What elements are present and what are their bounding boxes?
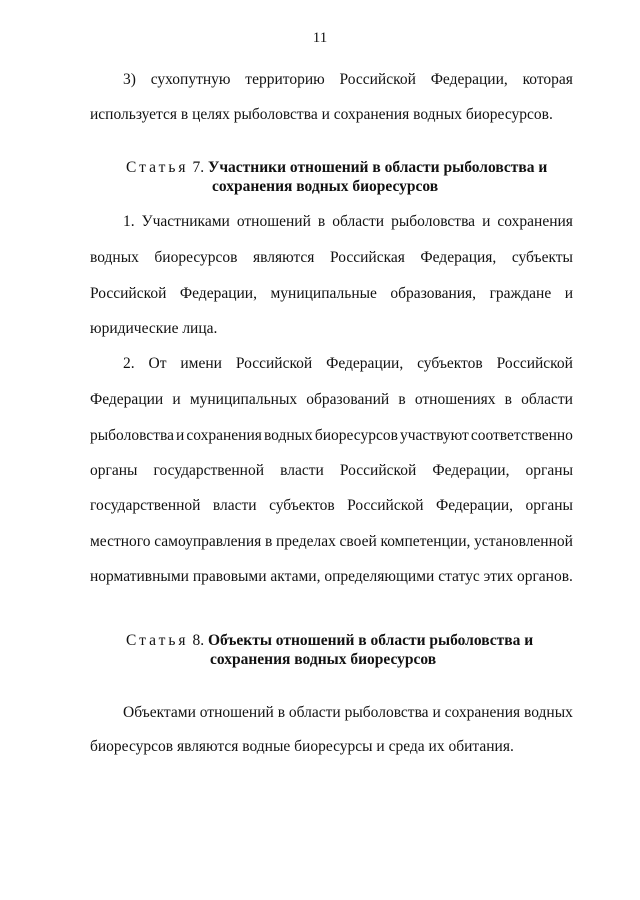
word: в (264, 533, 273, 550)
word: 3) (123, 71, 136, 88)
word: субъекты (511, 249, 573, 266)
word: и (172, 391, 181, 408)
word: в (398, 391, 406, 408)
word: и (564, 285, 573, 302)
para2-line-4 (90, 461, 573, 481)
word: сохранения (497, 213, 573, 230)
word: биоресурсов (154, 249, 238, 266)
word: биоресурсов (314, 427, 398, 444)
article8-heading (126, 631, 533, 651)
word: местного (90, 533, 151, 550)
word: Федерации (90, 391, 164, 408)
word: Российская (329, 249, 405, 266)
word: органы (90, 462, 138, 479)
word: и (482, 213, 491, 230)
word: Федерации, (432, 462, 510, 479)
word: государственной (90, 497, 201, 514)
word: отношений (236, 213, 311, 230)
word: Федерации, (430, 71, 508, 88)
word: отношений (199, 704, 274, 721)
word: и (176, 427, 185, 444)
word: Федерация, (420, 249, 497, 266)
word: установленной (474, 533, 573, 550)
word: субъектов (417, 355, 483, 372)
word: Российской (235, 355, 313, 372)
word: От (148, 355, 167, 372)
article-title-line-1: Участники отношений в области рыболовства и (207, 159, 548, 176)
word: Российской (339, 71, 416, 88)
word: Российской (339, 462, 417, 479)
word: своей (339, 533, 377, 550)
word: области (332, 213, 385, 230)
para2-line-3 (90, 426, 573, 446)
word: в (317, 213, 326, 230)
para1-line-1 (123, 212, 573, 232)
para3-line-1 (123, 703, 573, 723)
word: отношениях (414, 391, 496, 408)
word: Федерации, (179, 285, 257, 302)
word: муниципальных (189, 391, 298, 408)
word: самоуправления (154, 533, 262, 550)
para2-line-1 (123, 354, 573, 374)
word: компетенции, (380, 533, 471, 550)
word: 2. (123, 355, 135, 372)
word: граждане (489, 285, 552, 302)
word: Российской (496, 355, 573, 372)
article-number: 8. (192, 632, 205, 649)
word: области (521, 391, 573, 408)
word: власти (280, 462, 324, 479)
word: которая (522, 71, 573, 88)
word: пределах (275, 533, 336, 550)
para1-line-3 (90, 284, 573, 304)
word: являются (252, 249, 315, 266)
word: образований (306, 391, 390, 408)
word: органы (525, 497, 573, 514)
word: рыболовства (344, 704, 429, 721)
word: водных (90, 249, 139, 266)
para2-line-6 (90, 532, 573, 552)
article8-title-line-2: сохранения водных биоресурсов (210, 651, 437, 668)
article-title-line-1: Объекты отношений в области рыболовства и (207, 632, 534, 649)
word: водных (524, 704, 573, 721)
item3-line-2: используется в целях рыболовства и сохранения водных биоресурсов. (90, 106, 553, 123)
article7-title-line-2: сохранения водных биоресурсов (212, 178, 439, 195)
word: имени (180, 355, 222, 372)
word: сухопутную (150, 71, 231, 88)
word: в (277, 704, 286, 721)
para1-line-4: юридические лица. (90, 320, 218, 337)
para2-line-2 (90, 390, 573, 410)
para2-line-5 (90, 496, 573, 516)
para2-line-7: нормативными правовыми актами, определяющими статус этих органов. (90, 568, 573, 585)
para3-line-2: биоресурсов являются водные биоресурсы и среда их обитания. (90, 738, 514, 755)
word: Российской (347, 497, 424, 514)
word: Объектами (123, 704, 196, 721)
word: в (504, 391, 512, 408)
word: Федерации, (435, 497, 514, 514)
article-number: 7. (192, 159, 205, 176)
word: Федерации, (326, 355, 404, 372)
item3-line-1 (123, 70, 573, 90)
word: территорию (245, 71, 325, 88)
word: Участниками (141, 213, 230, 230)
word: 1. (123, 213, 135, 230)
word: органы (525, 462, 573, 479)
word: участвуют (399, 427, 469, 444)
word: государственной (153, 462, 265, 479)
article-label: Статья (126, 159, 189, 176)
article7-heading (126, 158, 547, 178)
word: муниципальные (270, 285, 377, 302)
word: рыболовства (391, 213, 476, 230)
word: соответственно (470, 427, 573, 444)
word: образования, (390, 285, 477, 302)
page-number: 11 (312, 30, 328, 46)
word: рыболовства (90, 427, 174, 444)
word: водных (263, 427, 313, 444)
para1-line-2 (90, 248, 573, 268)
word: Российской (90, 285, 167, 302)
article-label: Статья (126, 632, 189, 649)
word: сохранения (186, 427, 262, 444)
word: субъектов (269, 497, 335, 514)
word: сохранения (444, 704, 521, 721)
word: власти (212, 497, 257, 514)
word: области (288, 704, 341, 721)
word: и (432, 704, 441, 721)
